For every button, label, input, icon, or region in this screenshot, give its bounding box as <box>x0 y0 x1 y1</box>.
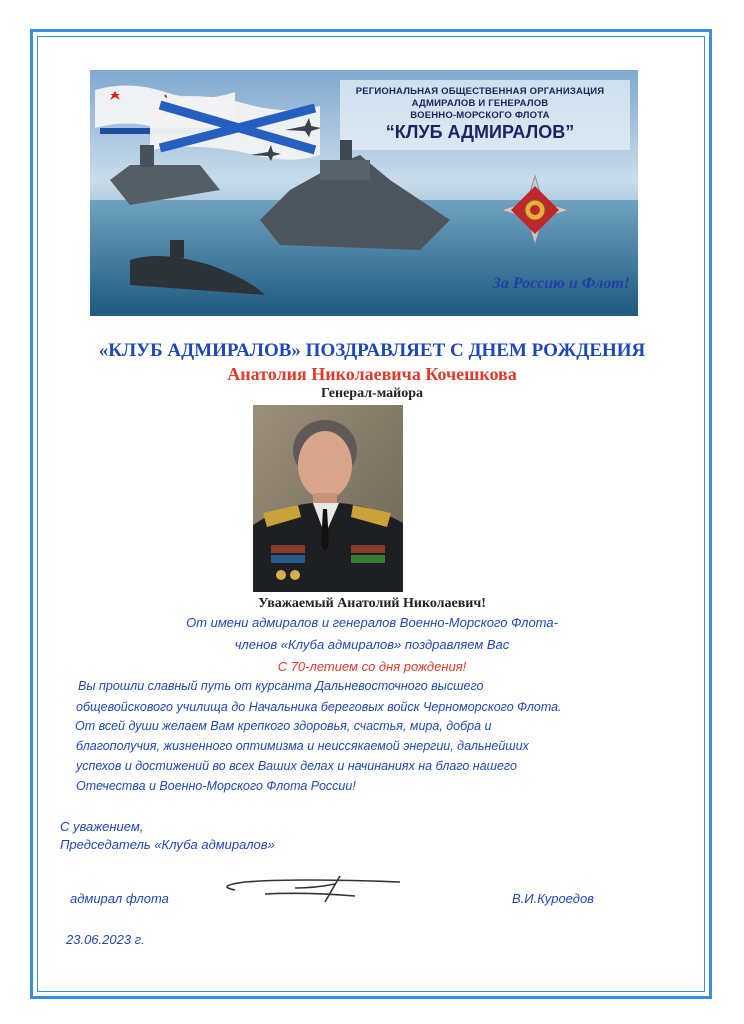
portrait-photo <box>253 405 403 592</box>
signer-name: В.И.Куроедов <box>512 891 594 906</box>
intro-line-2: членов «Клуба адмиралов» поздравляем Вас <box>234 637 510 652</box>
intro-line-1: От имени адмиралов и генералов Военно-Морского Флота- <box>186 615 558 630</box>
org-line-2: АДМИРАЛОВ И ГЕНЕРАЛОВ <box>411 98 549 109</box>
motto: За Россию и Флот! <box>492 275 630 292</box>
signature <box>205 872 405 908</box>
anniversary-line: С 70-летием со дня рождения! <box>277 659 467 674</box>
signer-rank: адмирал флота <box>70 891 169 906</box>
org-line-1: РЕГИОНАЛЬНАЯ ОБЩЕСТВЕННАЯ ОРГАНИЗАЦИЯ <box>355 86 605 97</box>
headline: «КЛУБ АДМИРАЛОВ» ПОЗДРАВЛЯЕТ С ДНЕМ РОЖДЕНИЯ <box>98 340 646 361</box>
org-line-3: ВОЕННО-МОРСКОГО ФЛОТА <box>410 110 550 121</box>
regards-text: С уважением, <box>60 819 144 834</box>
recipient-rank: Генерал-майора <box>320 386 424 401</box>
chair-title: Председатель «Клуба адмиралов» <box>60 837 275 852</box>
organization-name <box>330 86 630 122</box>
body-line-5: успехов и достижений во всех Ваших делах и начинаниях на благо нашего <box>76 759 517 773</box>
body-line-4: благополучия, жизненного оптимизма и неиссякаемой энергии, дальнейших <box>76 739 529 753</box>
body-line-2: общевойскового училища до Начальника береговых войск Черноморского Флота. <box>76 700 562 714</box>
body-line-6: Отечества и Военно-Морского Флота России! <box>76 779 356 793</box>
club-name: “КЛУБ АДМИРАЛОВ” <box>385 122 575 142</box>
body-line-3: От всей души желаем Вам крепкого здоровья, счастья, мира, добра и <box>75 719 492 733</box>
recipient-name: Анатолия Николаевича Кочешкова <box>227 364 517 384</box>
body-line-1: Вы прошли славный путь от курсанта Дальневосточного высшего <box>78 679 484 693</box>
greeting: Уважаемый Анатолий Николаевич! <box>258 596 486 611</box>
letter-date: 23.06.2023 г. <box>66 932 145 947</box>
